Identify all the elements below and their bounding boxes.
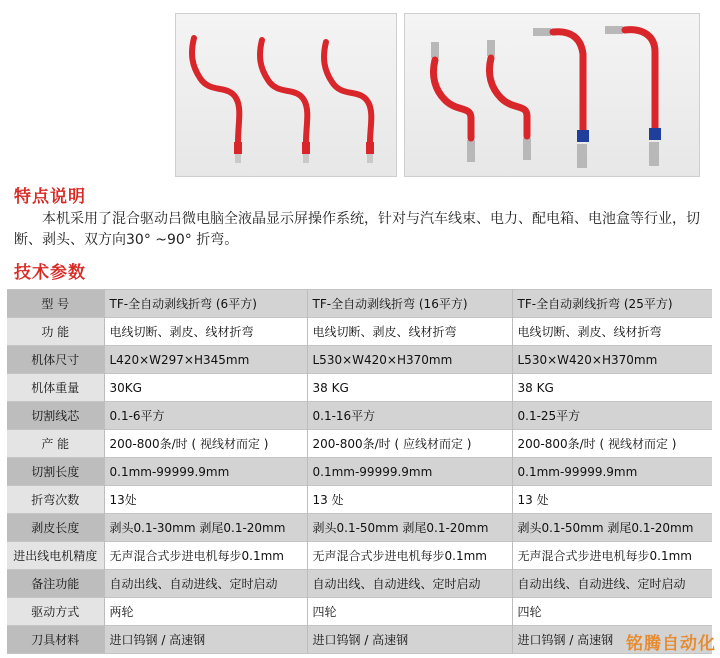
cell-model-16: 剥头0.1-50mm 剥尾0.1-20mm [307, 514, 512, 542]
row-label: 切割长度 [7, 458, 104, 486]
cable-6 [553, 32, 583, 132]
cell-model-25: 无声混合式步进电机每步0.1mm [512, 542, 712, 570]
cell-model-6: 0.1-6平方 [104, 402, 307, 430]
table-row [7, 486, 712, 514]
cable-4 [433, 60, 471, 138]
row-label: 切割线芯 [7, 402, 104, 430]
cell-model-6: TF-全自动剥线折弯 (6平方) [104, 290, 307, 318]
cell-model-16: 电线切断、剥皮、线材折弯 [307, 318, 512, 346]
cable-1 [192, 38, 239, 142]
spec-table [7, 289, 712, 654]
row-label: 剥皮长度 [7, 514, 104, 542]
cell-model-25: 13 处 [512, 486, 712, 514]
features-description: 本机采用了混合驱动吕微电脑全液晶显示屏操作系统，针对与汽车线束、电力、配电箱、电池盒等行业，切断、剥头、双方向30° ~90° 折弯。 [14, 211, 700, 248]
table-row [7, 458, 712, 486]
row-label: 功 能 [7, 318, 104, 346]
table-row [7, 290, 712, 318]
table-row [7, 430, 712, 458]
cell-model-6: 13处 [104, 486, 307, 514]
product-photo-left [175, 13, 397, 177]
cell-model-25: 38 KG [512, 374, 712, 402]
cell-model-6: 0.1mm-99999.9mm [104, 458, 307, 486]
cell-model-16: 38 KG [307, 374, 512, 402]
table-row [7, 626, 712, 654]
cell-model-16: L530×W420×H370mm [307, 346, 512, 374]
cable-2 [260, 40, 307, 142]
table-row [7, 402, 712, 430]
cell-model-16: 0.1mm-99999.9mm [307, 458, 512, 486]
cell-model-25: 进口钨钢 / 高速钢 [512, 626, 712, 654]
cell-model-6: 200-800条/时 ( 视线材而定 ) [104, 430, 307, 458]
cell-model-16: 13 处 [307, 486, 512, 514]
cell-model-16: 0.1-16平方 [307, 402, 512, 430]
cell-model-25: 自动出线、自动进线、定时启动 [512, 570, 712, 598]
cell-model-16: TF-全自动剥线折弯 (16平方) [307, 290, 512, 318]
row-label: 机体尺寸 [7, 346, 104, 374]
product-photo-right [404, 13, 700, 177]
table-row [7, 346, 712, 374]
cable-5 [489, 58, 527, 136]
cell-model-16: 四轮 [307, 598, 512, 626]
row-label: 备注功能 [7, 570, 104, 598]
table-row [7, 570, 712, 598]
table-row [7, 374, 712, 402]
cell-model-25: 电线切断、剥皮、线材折弯 [512, 318, 712, 346]
row-label: 产 能 [7, 430, 104, 458]
cell-model-25: 200-800条/时 ( 视线材而定 ) [512, 430, 712, 458]
cell-model-6: 无声混合式步进电机每步0.1mm [104, 542, 307, 570]
cell-model-25: 0.1mm-99999.9mm [512, 458, 712, 486]
row-label: 型 号 [7, 290, 104, 318]
cell-model-25: L530×W420×H370mm [512, 346, 712, 374]
cell-model-16: 200-800条/时 ( 应线材而定 ) [307, 430, 512, 458]
cell-model-6: 剥头0.1-30mm 剥尾0.1-20mm [104, 514, 307, 542]
row-label: 进出线电机精度 [7, 542, 104, 570]
table-row [7, 318, 712, 346]
specs-heading: 技术参数 [14, 263, 86, 283]
row-label: 机体重量 [7, 374, 104, 402]
cell-model-16: 自动出线、自动进线、定时启动 [307, 570, 512, 598]
cell-model-6: 30KG [104, 374, 307, 402]
row-label: 刀具材料 [7, 626, 104, 654]
spec-table-body [7, 290, 712, 654]
features-heading: 特点说明 [14, 187, 86, 207]
table-row [7, 598, 712, 626]
bent-cables-illustration [176, 14, 396, 176]
table-row [7, 542, 712, 570]
cable-3 [324, 42, 371, 142]
table-row [7, 514, 712, 542]
cell-model-25: 剥头0.1-50mm 剥尾0.1-20mm [512, 514, 712, 542]
cell-model-25: 四轮 [512, 598, 712, 626]
watermark: 铭腾自动化 [626, 634, 716, 654]
cell-model-6: 进口钨钢 / 高速钢 [104, 626, 307, 654]
cell-model-16: 无声混合式步进电机每步0.1mm [307, 542, 512, 570]
cell-model-25: TF-全自动剥线折弯 (25平方) [512, 290, 712, 318]
cell-model-6: 两轮 [104, 598, 307, 626]
row-label: 折弯次数 [7, 486, 104, 514]
cell-model-16: 进口钨钢 / 高速钢 [307, 626, 512, 654]
bent-cables-with-terminals-illustration [405, 14, 699, 176]
row-label: 驱动方式 [7, 598, 104, 626]
cell-model-6: 电线切断、剥皮、线材折弯 [104, 318, 307, 346]
cell-model-25: 0.1-25平方 [512, 402, 712, 430]
cell-model-6: 自动出线、自动进线、定时启动 [104, 570, 307, 598]
cell-model-6: L420×W297×H345mm [104, 346, 307, 374]
cable-7 [625, 30, 655, 130]
